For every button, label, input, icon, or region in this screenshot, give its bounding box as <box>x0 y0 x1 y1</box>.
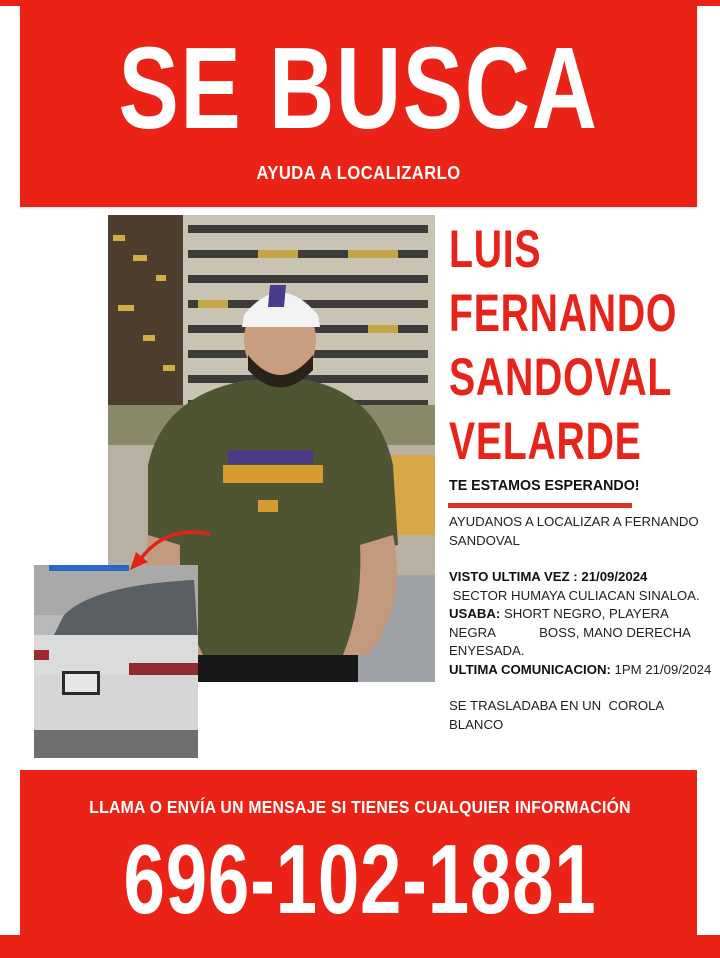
divider <box>448 503 632 508</box>
wearing-value: SHORT NEGRO, PLAYERA NEGRA BOSS, MANO DERECHA ENYESADA. <box>449 606 694 658</box>
last-seen-place: SECTOR HUMAYA CULIACAN SINALOA. <box>449 587 700 603</box>
red-curved-arrow-icon <box>120 520 220 580</box>
tagline: TE ESTAMOS ESPERANDO! <box>449 477 640 494</box>
name-line: SANDOVAL <box>449 348 673 407</box>
header-banner <box>20 0 697 207</box>
headline: SE BUSCA <box>118 23 599 153</box>
last-contact <box>449 661 717 680</box>
vehicle-text: SE TRASLADABA EN UN COROLA BLANCO <box>449 698 668 732</box>
last-contact-label: ULTIMA COMUNICACION: <box>449 661 611 677</box>
missing-person-name <box>449 218 678 474</box>
wearing-label: USABA: <box>449 606 501 621</box>
car-photo-illustration <box>34 565 198 758</box>
details-block <box>449 513 717 734</box>
subheadline: AYUDA A LOCALIZARLO <box>256 163 461 183</box>
name-line: LUIS <box>449 220 542 279</box>
bottom-red-strip <box>0 935 720 958</box>
last-contact-value: 1PM 21/09/2024 <box>610 661 712 677</box>
intro-text: AYUDANOS A LOCALIZAR A FERNANDO SANDOVAL <box>449 514 699 548</box>
wearing <box>449 605 717 661</box>
phone-number[interactable]: 696-102-1881 <box>123 824 597 934</box>
call-to-action: LLAMA O ENVÍA UN MENSAJE SI TIENES CUALQUIER INFORMACIÓN <box>89 797 631 817</box>
name-line: VELARDE <box>449 412 642 471</box>
last-seen-label: VISTO ULTIMA VEZ : 21/09/2024 <box>449 569 648 584</box>
name-line: FERNANDO <box>449 284 678 343</box>
white-car-photo <box>34 565 198 758</box>
